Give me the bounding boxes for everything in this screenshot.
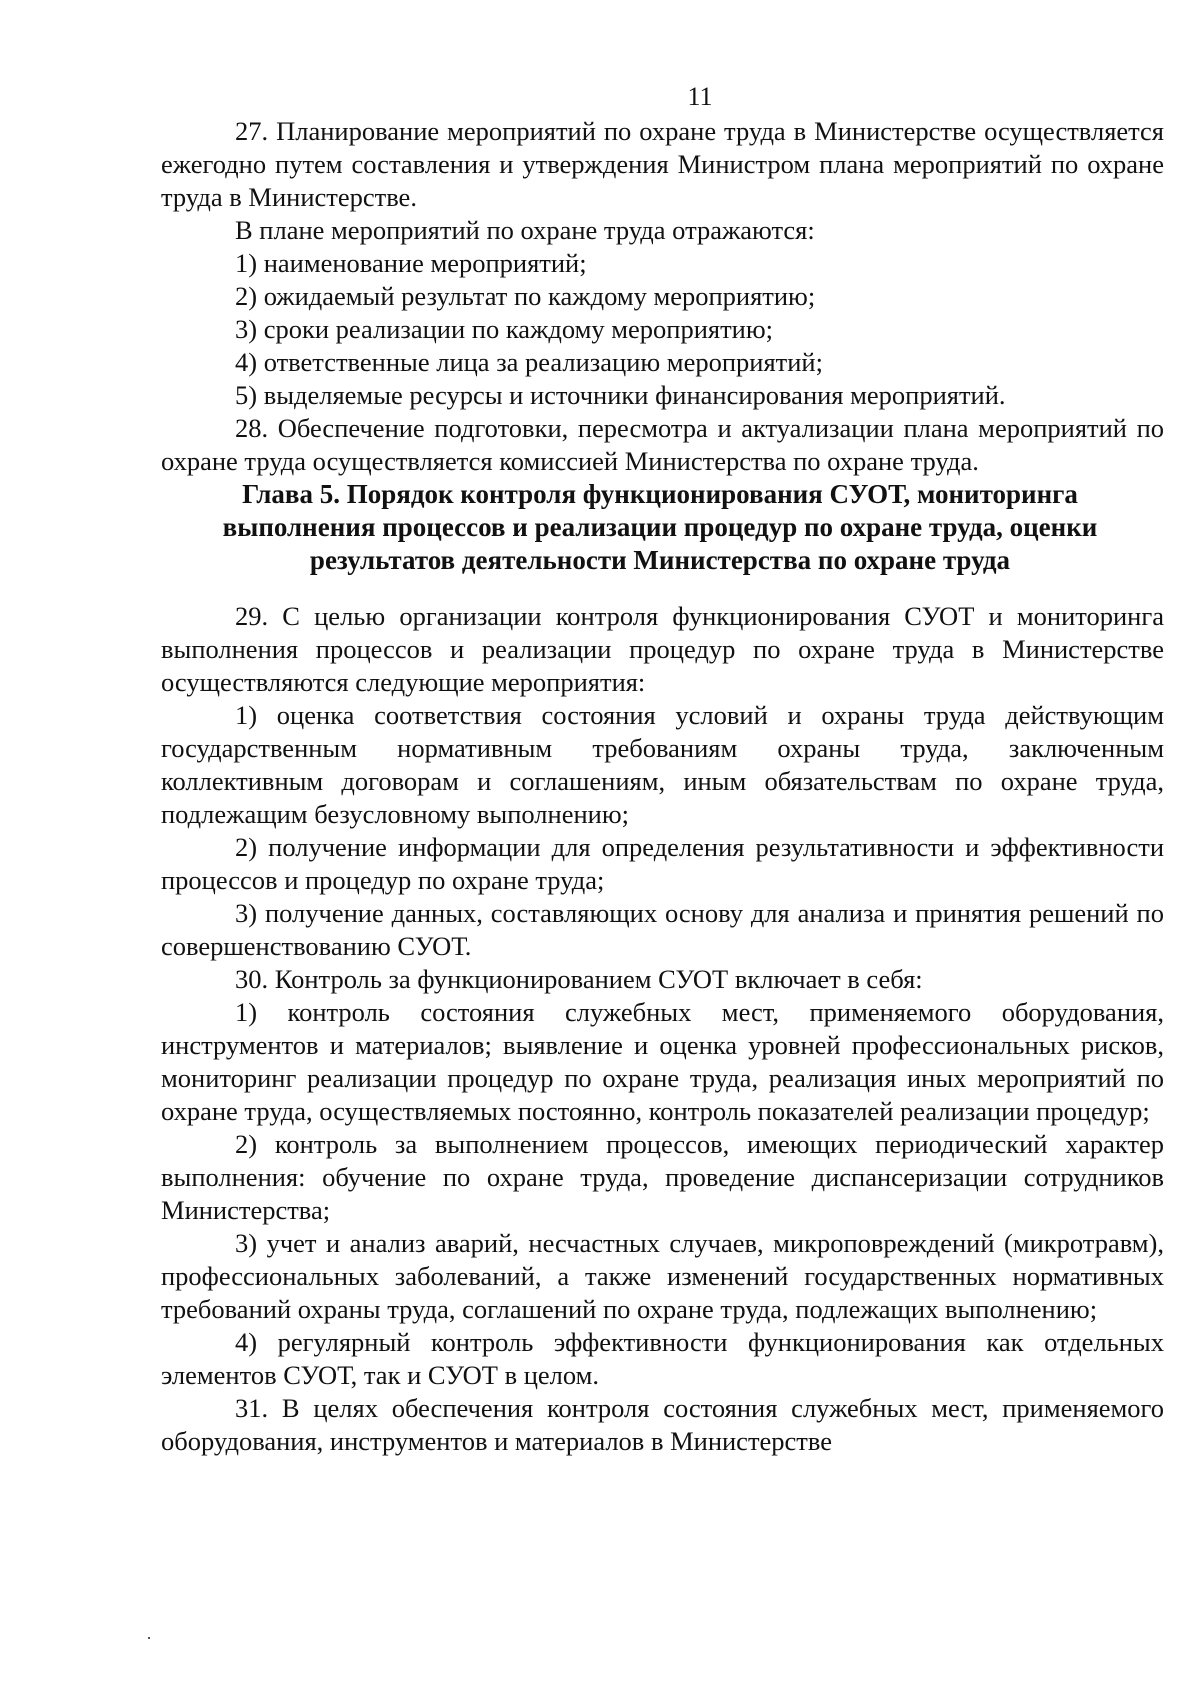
list-item: 2) ожидаемый результат по каждому мероприятию; [235,281,816,311]
paragraph-31: 31. В целях обеспечения контроля состояния служебных мест, применяемого оборудования, инструментов и материалов в Министерстве [161,1393,1164,1456]
list-item: 3) учет и анализ аварий, несчастных случаев, микроповреждений (микротравм), профессиональных заболеваний, а также изменений государственных нормативных требований охраны труда, соглашений по охране труда, подлежащих выполнению; [161,1228,1164,1324]
list-item: 4) регулярный контроль эффективности функционирования как отдельных элементов СУОТ, так и СУОТ в целом. [161,1327,1164,1390]
section-plan [161,115,1164,478]
paragraph-28: 28. Обеспечение подготовки, пересмотра и актуализации плана мероприятий по охране труда осуществляется комиссией Министерства по охране труда. [161,413,1164,476]
list-item: 1) оценка соответствия состояния условий и охраны труда действующим государственным нормативным требованиям охраны труда, заключенным коллективным договорам и соглашениям, иным обязательствам по охране труда, подлежащим безусловному выполнению; [161,700,1164,829]
paragraph-29: 29. С целью организации контроля функционирования СУОТ и мониторинга выполнения процессов и реализации процедур по охране труда в Министерстве осуществляются следующие мероприятия: [161,601,1164,697]
page-number: 11 [687,82,713,111]
section-control [161,600,1164,1458]
heading-line: Глава 5. Порядок контроля функционирования СУОТ, мониторинга [242,479,1078,509]
list-item: 1) контроль состояния служебных мест, применяемого оборудования, инструментов и материалов; выявление и оценка уровней профессиональных рисков, мониторинг реализации процедур по охране труда, реализация иных мероприятий по охране труда, осуществляемых постоянно, контроль показателей реализации процедур; [161,997,1164,1126]
paragraph-27: 27. Планирование мероприятий по охране труда в Министерстве осуществляется ежегодно путем составления и утверждения Министром плана мероприятий по охране труда в Министерстве. [161,116,1164,212]
chapter-5-heading [180,478,1140,577]
paragraph-30: 30. Контроль за функционированием СУОТ включает в себя: [235,964,923,994]
list-item: 3) сроки реализации по каждому мероприятию; [235,314,774,344]
list-item: 4) ответственные лица за реализацию мероприятий; [235,347,823,377]
list-item: 1) наименование мероприятий; [235,248,587,278]
list-item: 2) контроль за выполнением процессов, имеющих периодический характер выполнения: обучение по охране труда, проведение диспансеризации сотрудников Министерства; [161,1129,1164,1225]
list-item: 2) получение информации для определения результативности и эффективности процессов и процедур по охране труда; [161,832,1164,895]
list-item: 5) выделяемые ресурсы и источники финансирования мероприятий. [235,380,1006,410]
paragraph-plan-intro: В плане мероприятий по охране труда отражаются: [235,215,815,245]
list-item: 3) получение данных, составляющих основу для анализа и принятия решений по совершенствованию СУОТ. [161,898,1164,961]
scan-speck [148,1637,150,1639]
heading-line: результатов деятельности Министерства по охране труда [309,545,1011,575]
heading-line: выполнения процессов и реализации процедур по охране труда, оценки [222,512,1098,542]
